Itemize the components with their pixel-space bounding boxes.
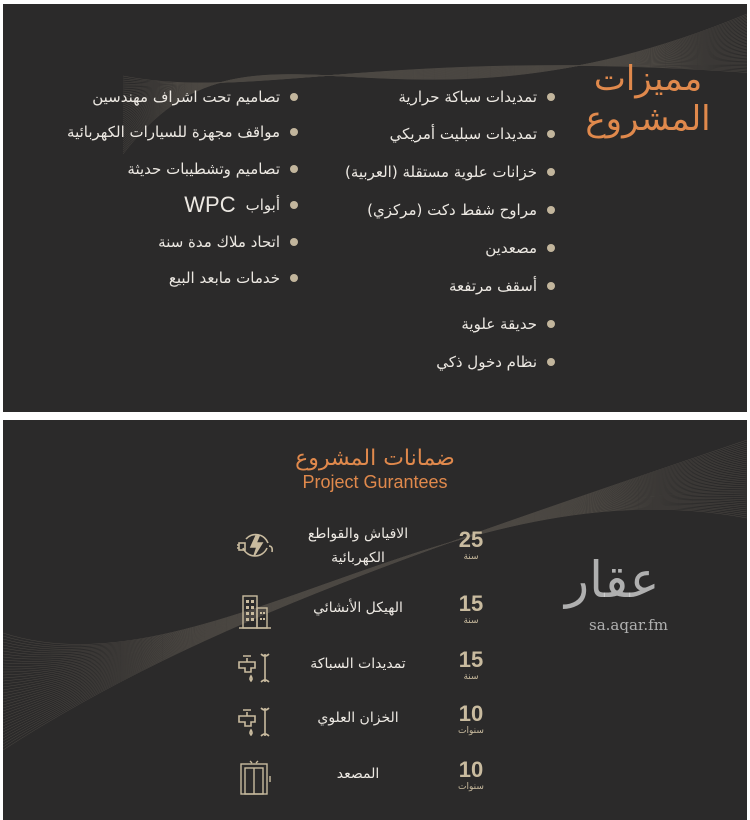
feature-label: تصاميم تحت اشراف مهندسين <box>92 88 280 106</box>
feature-label: مصعدين <box>485 239 537 257</box>
feature-label: تمديدات سباكة حرارية <box>398 88 537 106</box>
feature-item <box>127 160 298 178</box>
guarantee-unit: سنة <box>463 616 479 626</box>
guarantees-title-ar: ضمانات المشروع <box>295 446 455 471</box>
watermark-url: sa.aqar.fm <box>589 616 668 634</box>
bullet-icon <box>290 201 298 209</box>
features-title: مميزات المشروع <box>585 59 711 139</box>
bullet-icon <box>290 238 298 246</box>
bullet-icon <box>290 274 298 282</box>
feature-label: حديقة علوية <box>461 315 537 333</box>
feature-item <box>184 192 298 218</box>
elevator-icon <box>235 758 275 798</box>
feature-item <box>461 315 555 333</box>
guarantees-title-en: Project Gurantees <box>302 472 448 492</box>
feature-label: تمديدات سبليت أمريكي <box>389 125 537 143</box>
feature-label: خزانات علوية مستقلة (العربية) <box>344 163 537 181</box>
guarantee-label: المصعد <box>336 766 380 782</box>
feature-item <box>158 233 298 251</box>
bullet-icon <box>547 282 555 290</box>
feature-item <box>367 201 555 219</box>
guarantee-years: 15 <box>458 591 484 616</box>
wpc-label: WPC <box>184 192 236 217</box>
bullet-icon <box>547 244 555 252</box>
bullet-icon <box>290 93 298 101</box>
guarantee-row <box>3 648 747 698</box>
guarantee-label: تمديدات السباكة <box>310 656 406 672</box>
guarantee-label: الهيكل الأنشائي <box>313 600 403 616</box>
bullet-icon <box>290 128 298 136</box>
feature-label: خدمات مابعد البيع <box>168 269 280 287</box>
guarantee-row <box>3 702 747 752</box>
guarantee-years: 10 <box>458 701 484 726</box>
faucet-wrench-icon <box>235 648 275 688</box>
bullet-icon <box>547 358 555 366</box>
faucet-wrench-icon <box>235 702 275 742</box>
features-panel <box>3 4 747 412</box>
feature-label: أبواب <box>245 196 280 214</box>
guarantee-label: الافياش والقواطع الكهربائية <box>307 526 409 566</box>
electric-plug-icon <box>235 526 275 566</box>
guarantees-panel <box>3 420 747 820</box>
bullet-icon <box>290 165 298 173</box>
feature-item <box>390 125 555 143</box>
feature-label: مراوح شفط دكت (مركزي) <box>367 201 537 219</box>
guarantee-years: 10 <box>458 757 484 782</box>
guarantee-unit: سنة <box>463 672 479 682</box>
feature-label: نظام دخول ذكي <box>436 353 537 371</box>
guarantee-row <box>3 758 747 808</box>
feature-label: أسقف مرتفعة <box>449 277 537 295</box>
bullet-icon <box>547 320 555 328</box>
guarantee-years: 15 <box>458 647 484 672</box>
building-icon <box>235 592 275 632</box>
feature-item <box>485 239 555 257</box>
feature-item <box>92 88 298 106</box>
feature-item <box>449 277 555 295</box>
feature-item <box>67 123 298 141</box>
feature-item <box>436 353 555 371</box>
feature-label: مواقف مجهزة للسيارات الكهربائية <box>67 123 280 141</box>
watermark-logo: عقار <box>565 551 660 609</box>
guarantee-years: 25 <box>458 527 484 552</box>
guarantee-unit: سنوات <box>458 726 484 736</box>
feature-label: تصاميم وتشطيبات حديثة <box>127 160 280 178</box>
bullet-icon <box>547 130 555 138</box>
feature-item <box>345 163 555 181</box>
guarantee-unit: سنة <box>463 552 479 562</box>
bullet-icon <box>547 93 555 101</box>
feature-item <box>398 88 555 106</box>
bullet-icon <box>547 206 555 214</box>
guarantee-unit: سنوات <box>458 782 484 792</box>
guarantee-label: الخزان العلوي <box>317 710 399 726</box>
feature-label: اتحاد ملاك مدة سنة <box>158 233 280 251</box>
bullet-icon <box>547 168 555 176</box>
feature-item <box>169 269 298 287</box>
